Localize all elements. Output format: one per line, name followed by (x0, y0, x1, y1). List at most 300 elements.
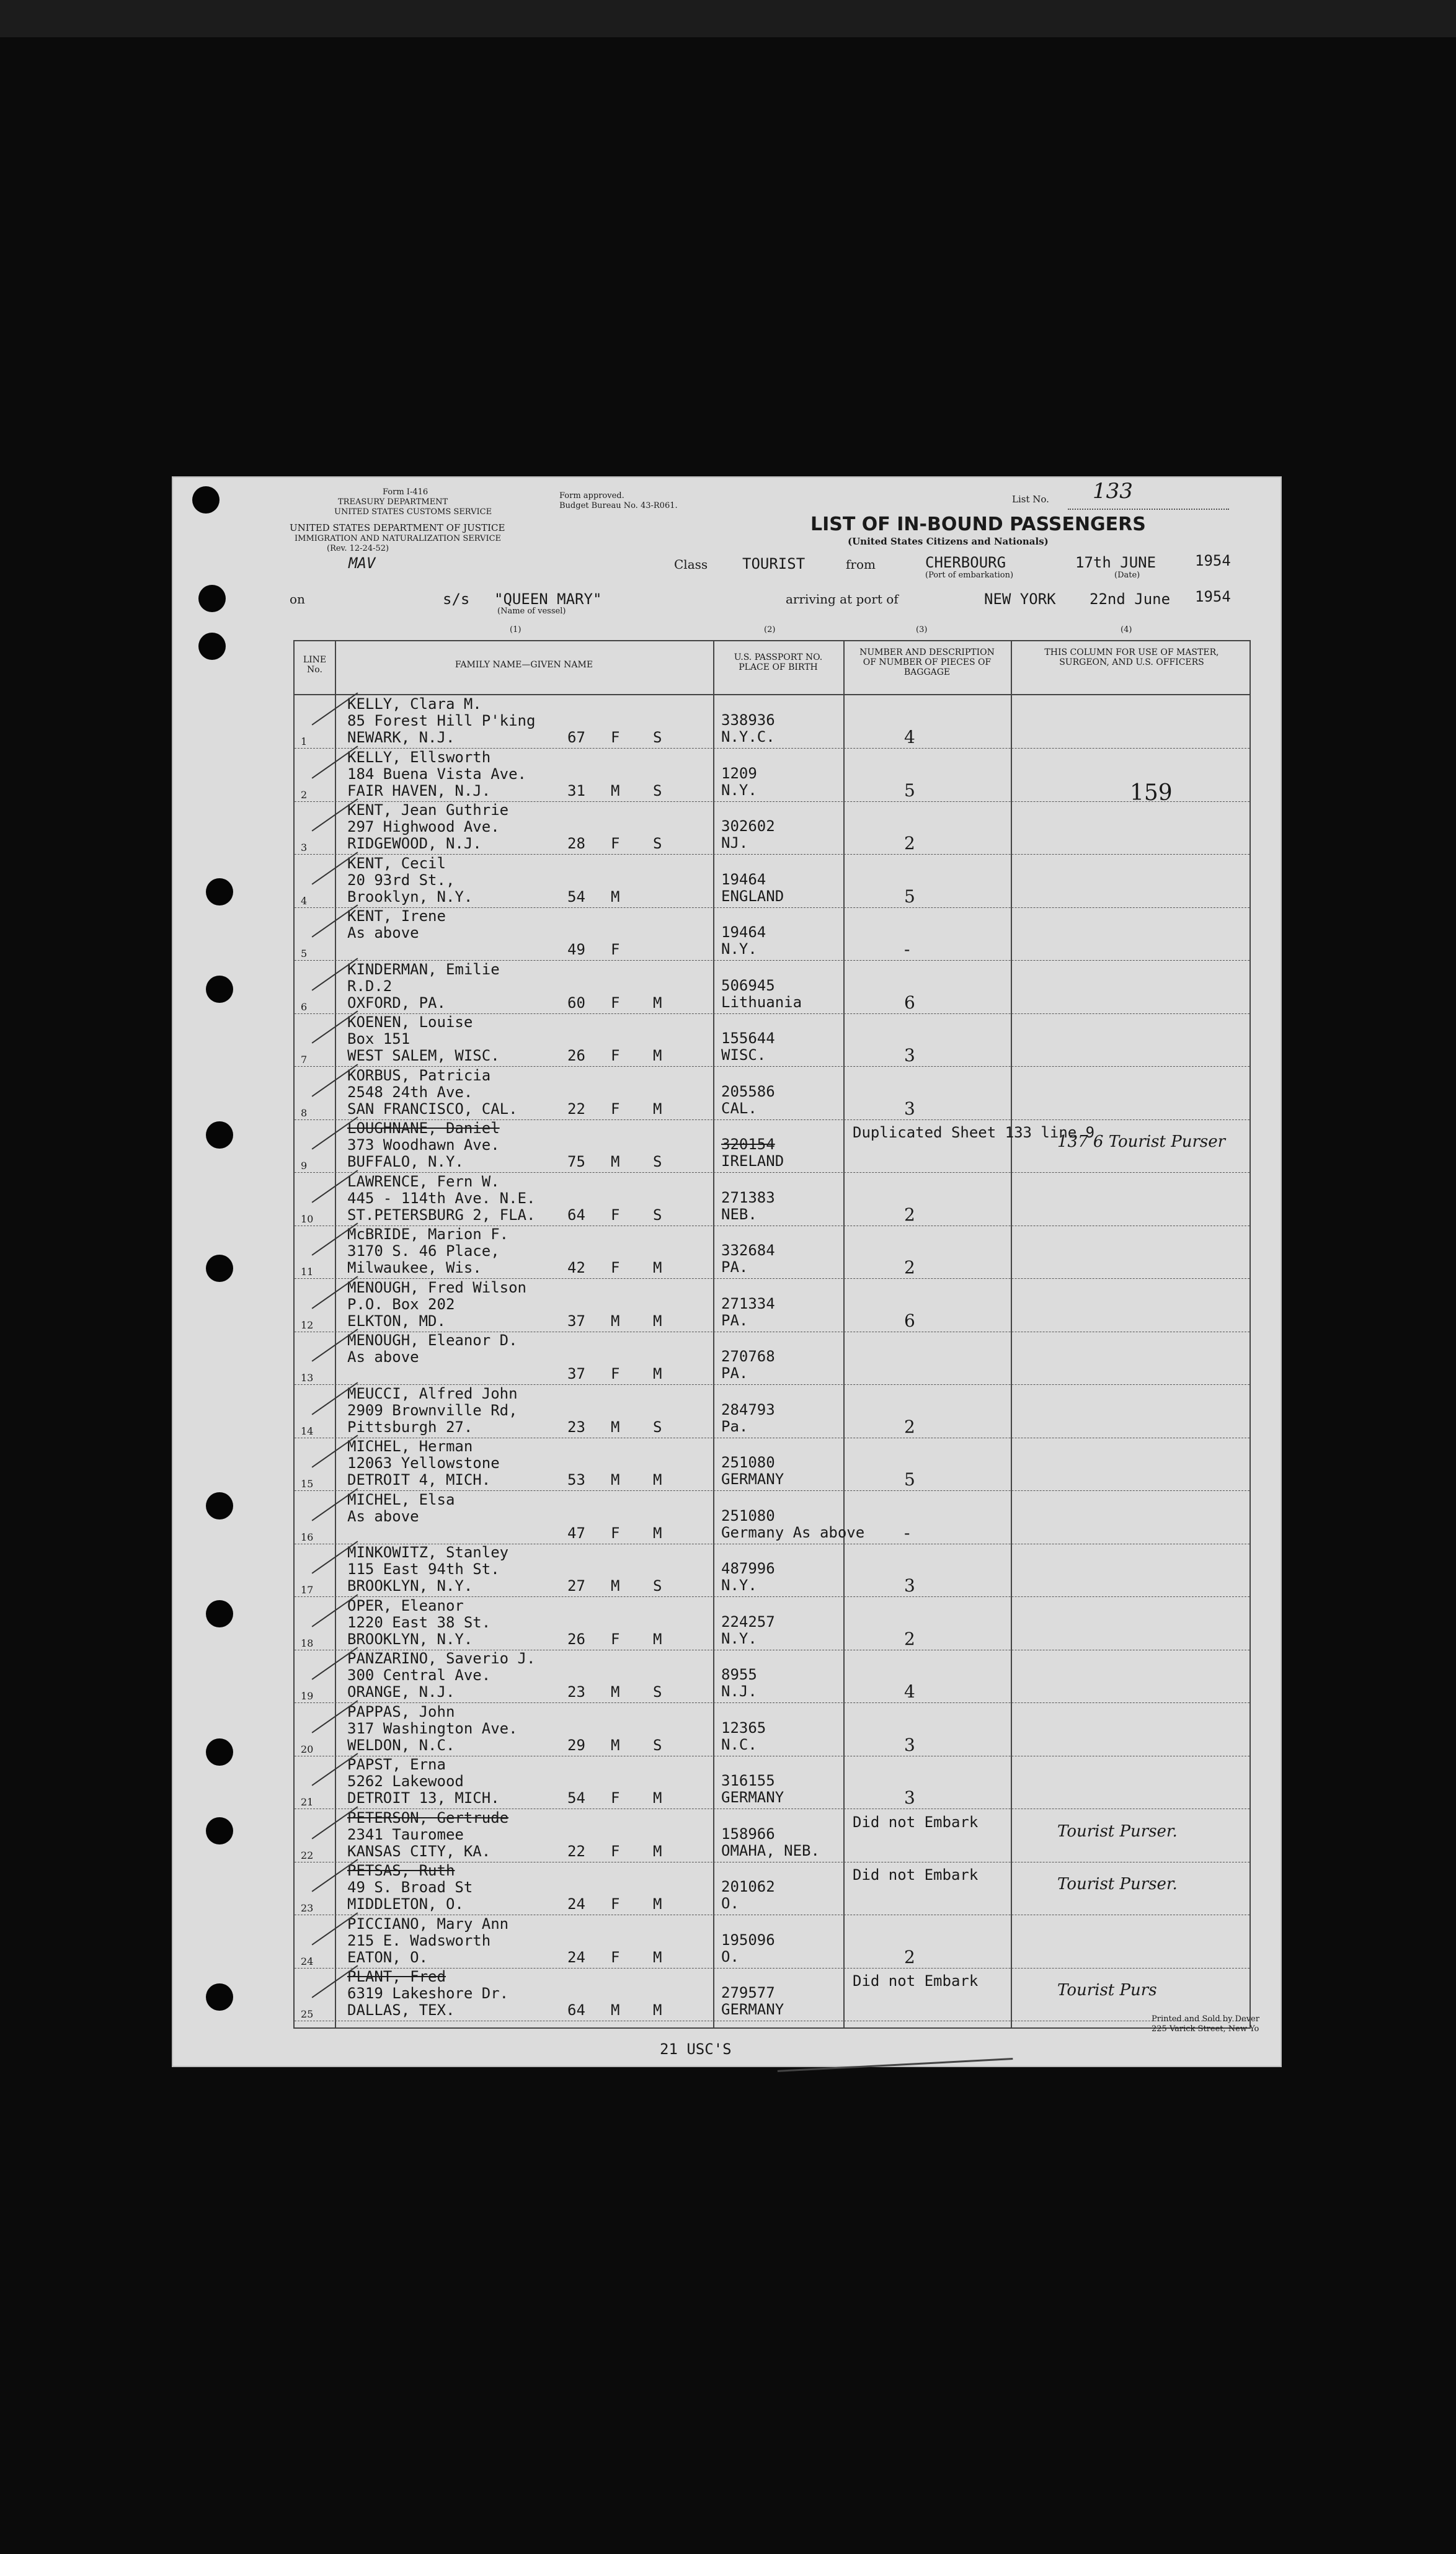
marital-status: S (653, 1153, 662, 1170)
address-line: SAN FRANCISCO, CAL. (347, 1100, 518, 1118)
passport-birthplace (721, 712, 775, 745)
marital-status: S (653, 835, 662, 852)
passenger-name: PICCIANO, Mary Ann (347, 1915, 509, 1933)
line-number: 13 (301, 1372, 314, 1384)
table-row (295, 1862, 1250, 1915)
passport-number: 270768 (721, 1348, 775, 1365)
list-no-underline (1068, 509, 1229, 510)
baggage-count: 2 (904, 1628, 915, 1649)
passenger-name-address (347, 1386, 518, 1436)
baggage-count: 5 (904, 1469, 915, 1490)
port-of-embarkation: CHERBOURG (925, 554, 1006, 571)
arrival-date: 22nd June (1090, 590, 1171, 608)
budget-bureau: Budget Bureau No. 43-R061. (559, 501, 678, 510)
address-line: 184 Buena Vista Ave. (347, 765, 526, 783)
passport-number: 155644 (721, 1030, 775, 1047)
address-line: P.O. Box 202 (347, 1295, 455, 1313)
line-number: 6 (301, 1000, 308, 1013)
passport-birthplace (721, 1454, 784, 1488)
passport-number: 19464 (721, 923, 766, 941)
baggage-count: 3 (904, 1575, 915, 1596)
line-number: 16 (301, 1531, 314, 1543)
table-row (295, 1544, 1250, 1597)
address-line: Milwaukee, Wis. (347, 1259, 482, 1276)
place-of-birth: PA. (721, 1364, 748, 1382)
marital-status: S (653, 1206, 662, 1224)
address-line: 317 Washington Ave. (347, 1719, 518, 1737)
table-row (295, 696, 1250, 749)
place-of-birth: O. (721, 1947, 739, 1965)
marital-status: M (653, 1630, 662, 1648)
passport-number: 279577 (721, 1984, 775, 2001)
age: 54 (567, 888, 585, 905)
passenger-name: KENT, Cecil (347, 854, 446, 872)
passport-number: 302602 (721, 817, 775, 835)
passenger-name-address (347, 961, 500, 1012)
line-number: 11 (301, 1266, 314, 1278)
marital-status: M (653, 1047, 662, 1064)
age: 22 (567, 1100, 585, 1118)
passenger-name-address (347, 802, 508, 852)
address-line: 2909 Brownville Rd, (347, 1401, 518, 1419)
passenger-name-address (347, 749, 526, 799)
address-line: KANSAS CITY, KA. (347, 1842, 491, 1860)
passport-birthplace (721, 1508, 864, 1541)
sex: M (611, 1736, 620, 1754)
arriving-label: arriving at port of (786, 592, 899, 607)
address-line: ST.PETERSBURG 2, FLA. (347, 1206, 536, 1224)
passenger-name: MENOUGH, Fred Wilson (347, 1278, 526, 1296)
punch-hole (206, 1600, 233, 1627)
address-line: 2548 24th Ave. (347, 1083, 473, 1101)
place-of-birth: GERMANY (721, 2001, 784, 2018)
address-line: 3170 S. 46 Place, (347, 1242, 500, 1260)
age: 54 (567, 1789, 585, 1807)
age: 23 (567, 1683, 585, 1701)
table-row (295, 908, 1250, 961)
line-number: 23 (301, 1902, 314, 1914)
age: 49 (567, 941, 585, 958)
passport-number: 506945 (721, 976, 775, 994)
passenger-name-address (347, 1279, 526, 1330)
header-passport: U.S. PASSPORT NO. PLACE OF BIRTH (734, 652, 823, 672)
sex: F (611, 1259, 620, 1276)
sex: F (611, 835, 620, 852)
passport-number: 338936 (721, 711, 775, 729)
sex: F (611, 1789, 620, 1807)
passport-number: 316155 (721, 1772, 775, 1789)
passenger-name-address (347, 1650, 535, 1701)
marital-status: M (653, 1365, 662, 1382)
table-row (295, 1067, 1250, 1120)
address-line: 12063 Yellowstone (347, 1454, 500, 1472)
column-number: (4) (1121, 625, 1132, 634)
address-line: 1220 East 38 St. (347, 1613, 491, 1631)
passenger-table (293, 640, 1251, 2029)
age: 67 (567, 729, 585, 746)
address-line: 20 93rd St., (347, 871, 455, 889)
place-of-birth: ENGLAND (721, 887, 784, 905)
line-number: 10 (301, 1212, 314, 1225)
passenger-name-address (347, 1120, 500, 1170)
sex: M (611, 1153, 620, 1170)
purser-note: Tourist Purs (1057, 1981, 1157, 2000)
age: 31 (567, 781, 585, 799)
passenger-name-address (347, 855, 473, 905)
side-number: 159 (1130, 780, 1173, 806)
baggage-count: 5 (904, 780, 915, 801)
passport-birthplace (721, 1720, 766, 1753)
punch-hole (206, 1738, 233, 1766)
age: 60 (567, 994, 585, 1012)
annotation: Did not Embark (853, 1866, 979, 1884)
vessel-name: "QUEEN MARY" (494, 590, 602, 608)
annotation: Duplicated Sheet 133 line 9 (853, 1124, 1095, 1141)
passport-birthplace (721, 1932, 775, 1965)
passenger-name-address (347, 1862, 473, 1913)
address-line: BROOKLYN, N.Y. (347, 1630, 473, 1648)
address-line: OXFORD, PA. (347, 994, 446, 1012)
table-row (295, 749, 1250, 802)
passport-birthplace (721, 1242, 775, 1276)
vessel-caption: (Name of vessel) (497, 607, 566, 616)
address-line: DALLAS, TEX. (347, 2001, 455, 2019)
sex: F (611, 1842, 620, 1860)
sex: M (611, 1471, 620, 1488)
marital-status: M (653, 2001, 662, 2019)
line-number: 17 (301, 1584, 314, 1596)
passport-birthplace (721, 924, 766, 958)
line-number: 2 (301, 788, 308, 801)
age: 24 (567, 1895, 585, 1913)
age: 64 (567, 1206, 585, 1224)
purser-note: 137 6 Tourist Purser (1057, 1132, 1226, 1151)
sex: F (611, 1047, 620, 1064)
marital-status: M (653, 1842, 662, 1860)
baggage-count: 2 (904, 1204, 915, 1225)
passport-birthplace (721, 1296, 775, 1329)
baggage-count: 3 (904, 1098, 915, 1119)
embarkation-year: 1954 (1195, 552, 1231, 569)
place-of-birth: N.C. (721, 1735, 757, 1753)
place-of-birth: PA. (721, 1258, 748, 1276)
address-line: As above (347, 1507, 419, 1525)
passport-birthplace (721, 1614, 775, 1647)
printer-line-2: 225 Varick Street, New Yo (1152, 2024, 1259, 2034)
address-line: DETROIT 13, MICH. (347, 1789, 500, 1807)
passport-birthplace (721, 1666, 757, 1700)
address-line: NEWARK, N.J. (347, 729, 455, 746)
passenger-manifest-sheet (172, 476, 1282, 2067)
place-of-birth: OMAHA, NEB. (721, 1841, 820, 1859)
marital-status: M (653, 1100, 662, 1118)
address-line: As above (347, 1348, 419, 1366)
age: 47 (567, 1524, 585, 1542)
passenger-name: LOUGHNANE, Daniel (347, 1119, 500, 1137)
passenger-name: PAPPAS, John (347, 1702, 455, 1720)
passport-number: 251080 (721, 1506, 775, 1524)
age: 22 (567, 1842, 585, 1860)
table-row (295, 1386, 1250, 1438)
column-number: (2) (764, 625, 776, 634)
place-of-birth: NEB. (721, 1205, 757, 1223)
baggage-count: 3 (904, 1734, 915, 1755)
place-of-birth: N.Y.C. (721, 728, 775, 745)
age: 37 (567, 1365, 585, 1382)
age: 24 (567, 1948, 585, 1966)
marital-status: M (653, 1789, 662, 1807)
punch-hole (192, 486, 220, 514)
passport-birthplace (721, 1879, 775, 1912)
on-label: on (290, 592, 305, 607)
form-number: Form I-416 (383, 487, 428, 497)
address-line: 215 E. Wadsworth (347, 1931, 491, 1949)
age: 37 (567, 1312, 585, 1330)
purser-note: Tourist Purser. (1057, 1875, 1178, 1893)
address-line: ELKTON, MD. (347, 1312, 446, 1330)
table-row (295, 855, 1250, 908)
address-line: WELDON, N.C. (347, 1736, 455, 1754)
age: 26 (567, 1047, 585, 1064)
line-number: 1 (301, 736, 308, 747)
table-row (295, 1704, 1250, 1756)
sex: F (611, 941, 620, 958)
place-of-birth: N.J. (721, 1683, 757, 1700)
usc-count: 21 USC'S (660, 2040, 732, 2058)
passport-birthplace (721, 1348, 775, 1382)
marital-status: S (653, 729, 662, 746)
table-row (295, 1279, 1250, 1332)
table-row (295, 1492, 1250, 1544)
marital-status: M (653, 1948, 662, 1966)
address-line: EATON, O. (347, 1948, 428, 1966)
passenger-name-address (347, 1226, 508, 1276)
list-no-label: List No. (1012, 494, 1049, 505)
baggage-count: 2 (904, 1416, 915, 1437)
column-number: (3) (916, 625, 928, 634)
marital-status: M (653, 1471, 662, 1488)
place-of-birth: WISC. (721, 1046, 766, 1064)
line-number: 22 (301, 1849, 314, 1861)
passport-number: 12365 (721, 1719, 766, 1737)
sex: F (611, 1206, 620, 1224)
passenger-name: MEUCCI, Alfred John (347, 1384, 518, 1402)
passport-number: 487996 (721, 1560, 775, 1577)
punch-hole (206, 878, 233, 905)
marital-status: S (653, 1736, 662, 1754)
date-caption: (Date) (1114, 571, 1140, 580)
age: 28 (567, 835, 585, 852)
sex: F (611, 1100, 620, 1118)
marital-status: M (653, 1312, 662, 1330)
manifest-title: LIST OF IN-BOUND PASSENGERS (810, 514, 1146, 535)
passport-number: 224257 (721, 1613, 775, 1631)
annotation: Did not Embark (853, 1813, 979, 1831)
place-of-birth: Germany As above (721, 1523, 865, 1541)
marital-status: S (653, 1418, 662, 1436)
passenger-name: PETSAS, Ruth (347, 1862, 455, 1879)
passenger-name-address (347, 696, 535, 746)
column-number: (1) (510, 625, 522, 634)
baggage-count: 2 (904, 1946, 915, 1967)
address-line: FAIR HAVEN, N.J. (347, 781, 491, 799)
passenger-name-address (347, 1598, 491, 1648)
address-line: 6319 Lakeshore Dr. (347, 1985, 509, 2002)
sex: F (611, 1630, 620, 1648)
passenger-name-address (347, 1544, 508, 1595)
passport-number: 332684 (721, 1242, 775, 1259)
sex: M (611, 1683, 620, 1701)
passport-number: 201062 (721, 1878, 775, 1895)
passport-number: 271334 (721, 1294, 775, 1312)
passenger-name: MINKOWITZ, Stanley (347, 1544, 509, 1561)
address-line: 49 S. Broad St (347, 1879, 473, 1896)
passenger-name: MENOUGH, Eleanor D. (347, 1332, 518, 1349)
sex: F (611, 729, 620, 746)
passport-number: 1209 (721, 764, 757, 782)
passenger-name-address (347, 1332, 518, 1366)
address-line: 373 Woodhawn Ave. (347, 1136, 500, 1154)
baggage-count: 2 (904, 1257, 915, 1278)
line-number: 25 (301, 2008, 314, 2020)
header-line-no: LINE No. (303, 655, 327, 675)
place-of-birth: PA. (721, 1311, 748, 1329)
header-officers: THIS COLUMN FOR USE OF MASTER, SURGEON, AND U.S. OFFICERS (1044, 647, 1219, 667)
marital-status: M (653, 994, 662, 1012)
embarkation-caption: (Port of embarkation) (925, 571, 1014, 580)
header-baggage: NUMBER AND DESCRIPTION OF NUMBER OF PIECES OF BAGGAGE (859, 647, 995, 677)
address-line: MIDDLETON, O. (347, 1895, 464, 1913)
from-label: from (846, 557, 876, 572)
sex: M (611, 781, 620, 799)
passport-birthplace (721, 1136, 784, 1170)
passenger-name: LAWRENCE, Fern W. (347, 1172, 500, 1190)
baggage-count: 2 (904, 833, 915, 853)
passport-number: 251080 (721, 1454, 775, 1471)
line-number: 4 (301, 894, 308, 907)
marital-status: M (653, 1259, 662, 1276)
punch-hole (206, 1983, 233, 2011)
passport-birthplace (721, 1030, 775, 1064)
address-line: RIDGEWOOD, N.J. (347, 835, 482, 852)
place-of-birth: N.Y. (721, 940, 757, 958)
baggage-count: 5 (904, 886, 915, 907)
film-border (0, 0, 1456, 37)
passenger-name-address (347, 1969, 508, 2019)
table-row (295, 1226, 1250, 1279)
address-line: WEST SALEM, WISC. (347, 1047, 500, 1064)
passport-birthplace (721, 1083, 775, 1117)
passport-number: 8955 (721, 1666, 757, 1683)
arrival-year: 1954 (1195, 588, 1231, 605)
line-number: 5 (301, 948, 308, 959)
passport-birthplace (721, 1773, 784, 1806)
customs-service: UNITED STATES CUSTOMS SERVICE (334, 507, 492, 517)
punch-hole (206, 1492, 233, 1519)
line-number: 21 (301, 1796, 314, 1808)
line-number: 7 (301, 1054, 308, 1066)
address-line: 85 Forest Hill P'king (347, 712, 536, 729)
place-of-birth: NJ. (721, 834, 748, 852)
passenger-name: KENT, Jean Guthrie (347, 801, 509, 819)
revision: (Rev. 12-24-52) (327, 544, 389, 553)
embarkation-date: 17th JUNE (1075, 554, 1156, 571)
place-of-birth: Lithuania (721, 993, 802, 1011)
baggage-count: 4 (904, 727, 915, 747)
passport-birthplace (721, 1985, 784, 2018)
address-line: DETROIT 4, MICH. (347, 1471, 491, 1488)
age: 27 (567, 1577, 585, 1595)
age: 53 (567, 1471, 585, 1488)
age: 26 (567, 1630, 585, 1648)
list-number: 133 (1093, 479, 1133, 504)
place-of-birth: GERMANY (721, 1789, 784, 1806)
passenger-name-address (347, 908, 446, 941)
sex: F (611, 1948, 620, 1966)
passenger-name-address (347, 1173, 535, 1224)
line-number: 24 (301, 1955, 314, 1967)
table-row (295, 1438, 1250, 1491)
passenger-name: OPER, Eleanor (347, 1596, 464, 1614)
passport-number: 195096 (721, 1931, 775, 1949)
address-line: BROOKLYN, N.Y. (347, 1577, 473, 1595)
place-of-birth: IRELAND (721, 1152, 784, 1170)
passport-number: 158966 (721, 1825, 775, 1843)
arrival-port: NEW YORK (984, 590, 1056, 608)
manifest-subtitle: (United States Citizens and Nationals) (848, 536, 1049, 547)
passenger-name: MICHEL, Elsa (347, 1490, 455, 1508)
table-row (295, 961, 1250, 1014)
passport-number: 320154 (721, 1136, 775, 1153)
passenger-name: PANZARINO, Saverio J. (347, 1650, 536, 1667)
address-line: As above (347, 924, 419, 941)
address-line: Box 151 (347, 1030, 411, 1048)
baggage-count: 3 (904, 1787, 915, 1808)
passenger-name: KELLY, Clara M. (347, 695, 482, 713)
passenger-name: PETERSON, Gertrude (347, 1809, 509, 1827)
class-value: TOURIST (742, 555, 806, 572)
address-line: 445 - 114th Ave. N.E. (347, 1189, 536, 1207)
address-line: 297 Highwood Ave. (347, 818, 500, 835)
passenger-name-address (347, 1756, 500, 1807)
place-of-birth: CAL. (721, 1099, 757, 1117)
line-number: 12 (301, 1319, 314, 1331)
table-row (295, 1756, 1250, 1809)
passenger-name-address (347, 1916, 508, 1966)
line-number: 18 (301, 1637, 314, 1649)
header-name: FAMILY NAME—GIVEN NAME (455, 660, 593, 670)
baggage-count: - (904, 939, 910, 959)
sex: M (611, 1312, 620, 1330)
punch-hole (206, 1121, 233, 1149)
punch-hole (198, 585, 226, 612)
ins-service: IMMIGRATION AND NATURALIZATION SERVICE (295, 534, 502, 543)
passenger-name-address (347, 1067, 518, 1118)
sex: F (611, 994, 620, 1012)
baggage-count: 6 (904, 1310, 915, 1331)
address-line: 2341 Tauromee (347, 1825, 464, 1843)
baggage-count: 4 (904, 1681, 915, 1702)
table-row (295, 802, 1250, 855)
address-line: ORANGE, N.J. (347, 1683, 455, 1701)
passport-birthplace (721, 1560, 775, 1594)
purser-note: Tourist Purser. (1057, 1822, 1178, 1841)
address-line: 5262 Lakewood (347, 1773, 464, 1790)
line-number: 3 (301, 842, 308, 853)
class-label: Class (674, 557, 708, 572)
baggage-count: - (904, 1522, 910, 1543)
passport-number: 19464 (721, 870, 766, 888)
